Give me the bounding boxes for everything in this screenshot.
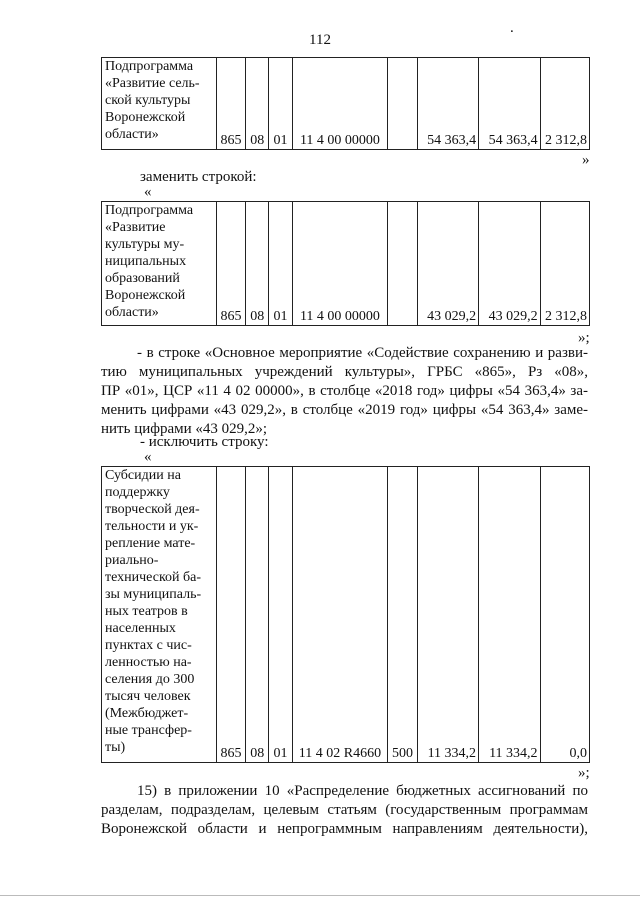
opening-quote: « — [144, 184, 152, 200]
vr-cell — [388, 202, 417, 326]
row-name-cell — [102, 467, 217, 763]
row-name-line: ты) — [105, 740, 126, 755]
closing-quote: »; — [578, 330, 590, 346]
paragraph-line: ПР «01», ЦСР «11 4 02 00000», в столбце «2018 год» цифры «54 363,4» за- — [101, 383, 588, 399]
row-name-line: тельности и ук- — [105, 519, 199, 534]
budget-table-excluded-row — [101, 466, 590, 763]
row-name-line: (Межбюджет- — [105, 706, 189, 721]
paragraph-line: менить цифрами «43 029,2», в столбце «2019 год» цифры «54 363,4» заме- — [101, 402, 588, 418]
row-name-line: поддержку — [105, 485, 170, 500]
row-name-line: зы муниципаль- — [105, 587, 202, 602]
row-name-line: ленностью на- — [105, 655, 192, 670]
budget-table-replacement-row — [101, 201, 590, 326]
stray-dot: . — [510, 20, 514, 36]
rz-cell: 08 — [246, 202, 269, 326]
pr-cell: 01 — [269, 202, 292, 326]
pr-cell: 01 — [269, 467, 292, 763]
budget-table-original-row — [101, 57, 590, 150]
row-name-line: населенных — [105, 621, 176, 636]
paragraph-line: 15) в приложении 10 «Распределение бюджетных ассигнований по — [137, 783, 588, 799]
table-row — [102, 467, 590, 763]
row-name-line: Субсидии на — [105, 468, 181, 483]
row-name-line: тысяч человек — [105, 689, 191, 704]
csr-cell: 11 4 00 00000 — [292, 202, 388, 326]
vr-cell: 500 — [388, 467, 417, 763]
row-name-line: технической ба- — [105, 570, 202, 585]
row-name-line: ниципальных — [105, 254, 187, 269]
row-name-line: области» — [105, 127, 159, 142]
pr-cell: 01 — [269, 58, 292, 150]
csr-cell: 11 4 00 00000 — [292, 58, 388, 150]
year-2018-cell: 11 334,2 — [417, 467, 479, 763]
row-name-line: «Развитие сель- — [105, 76, 200, 91]
edit-instruction-paragraph — [101, 344, 588, 439]
appendix-paragraph — [101, 782, 588, 839]
paragraph-line: - в строке «Основное мероприятие «Содействие сохранению и разви- — [137, 345, 588, 361]
year-2020-cell: 2 312,8 — [540, 58, 589, 150]
csr-cell: 11 4 02 R4660 — [292, 467, 388, 763]
row-name-cell — [102, 202, 217, 326]
row-name-line: культуры му- — [105, 237, 185, 252]
year-2019-cell: 43 029,2 — [479, 202, 541, 326]
paragraph-line: тию муниципальных учреждений культуры», ГРБС «865», Рз «08», — [101, 364, 588, 380]
page-bottom-edge — [0, 895, 640, 896]
grbs-cell: 865 — [216, 202, 245, 326]
rz-cell: 08 — [246, 58, 269, 150]
paragraph-line: Воронежской области и непрограммным направлениям деятельности), — [101, 821, 588, 837]
grbs-cell: 865 — [216, 467, 245, 763]
row-name-line: ской культуры — [105, 93, 191, 108]
row-name-line: Подпрограмма — [105, 59, 194, 74]
paragraph-line: нить цифрами «43 029,2»; — [101, 421, 268, 437]
paragraph-line: разделам, подразделам, целевым статьям (государственным программам — [101, 802, 588, 818]
row-name-line: Подпрограмма — [105, 203, 194, 218]
table-row — [102, 202, 590, 326]
row-name-line: Воронежской — [105, 110, 186, 125]
row-name-line: образований — [105, 271, 180, 286]
row-name-line: пунктах с чис- — [105, 638, 192, 653]
replace-instruction: заменить строкой: — [140, 169, 257, 185]
vr-cell — [388, 58, 417, 150]
exclude-instruction: - исключить строку: — [140, 434, 269, 450]
table-row — [102, 58, 590, 150]
year-2019-cell: 54 363,4 — [479, 58, 541, 150]
year-2020-cell: 2 312,8 — [540, 202, 589, 326]
year-2018-cell: 54 363,4 — [417, 58, 479, 150]
row-name-line: риально- — [105, 553, 159, 568]
row-name-line: селения до 300 — [105, 672, 195, 687]
closing-quote: » — [582, 152, 590, 168]
row-name-line: ных театров в — [105, 604, 188, 619]
row-name-line: творческой дея- — [105, 502, 200, 517]
year-2019-cell: 11 334,2 — [479, 467, 541, 763]
row-name-line: Воронежской — [105, 288, 186, 303]
row-name-line: репление мате- — [105, 536, 196, 551]
year-2018-cell: 43 029,2 — [417, 202, 479, 326]
row-name-line: «Развитие — [105, 220, 166, 235]
row-name-line: области» — [105, 305, 159, 320]
row-name-cell — [102, 58, 217, 150]
page-number: 112 — [309, 32, 331, 48]
grbs-cell: 865 — [216, 58, 245, 150]
opening-quote: « — [144, 449, 152, 465]
closing-quote: »; — [578, 765, 590, 781]
year-2020-cell: 0,0 — [540, 467, 589, 763]
row-name-line: ные трансфер- — [105, 723, 192, 738]
rz-cell: 08 — [246, 467, 269, 763]
